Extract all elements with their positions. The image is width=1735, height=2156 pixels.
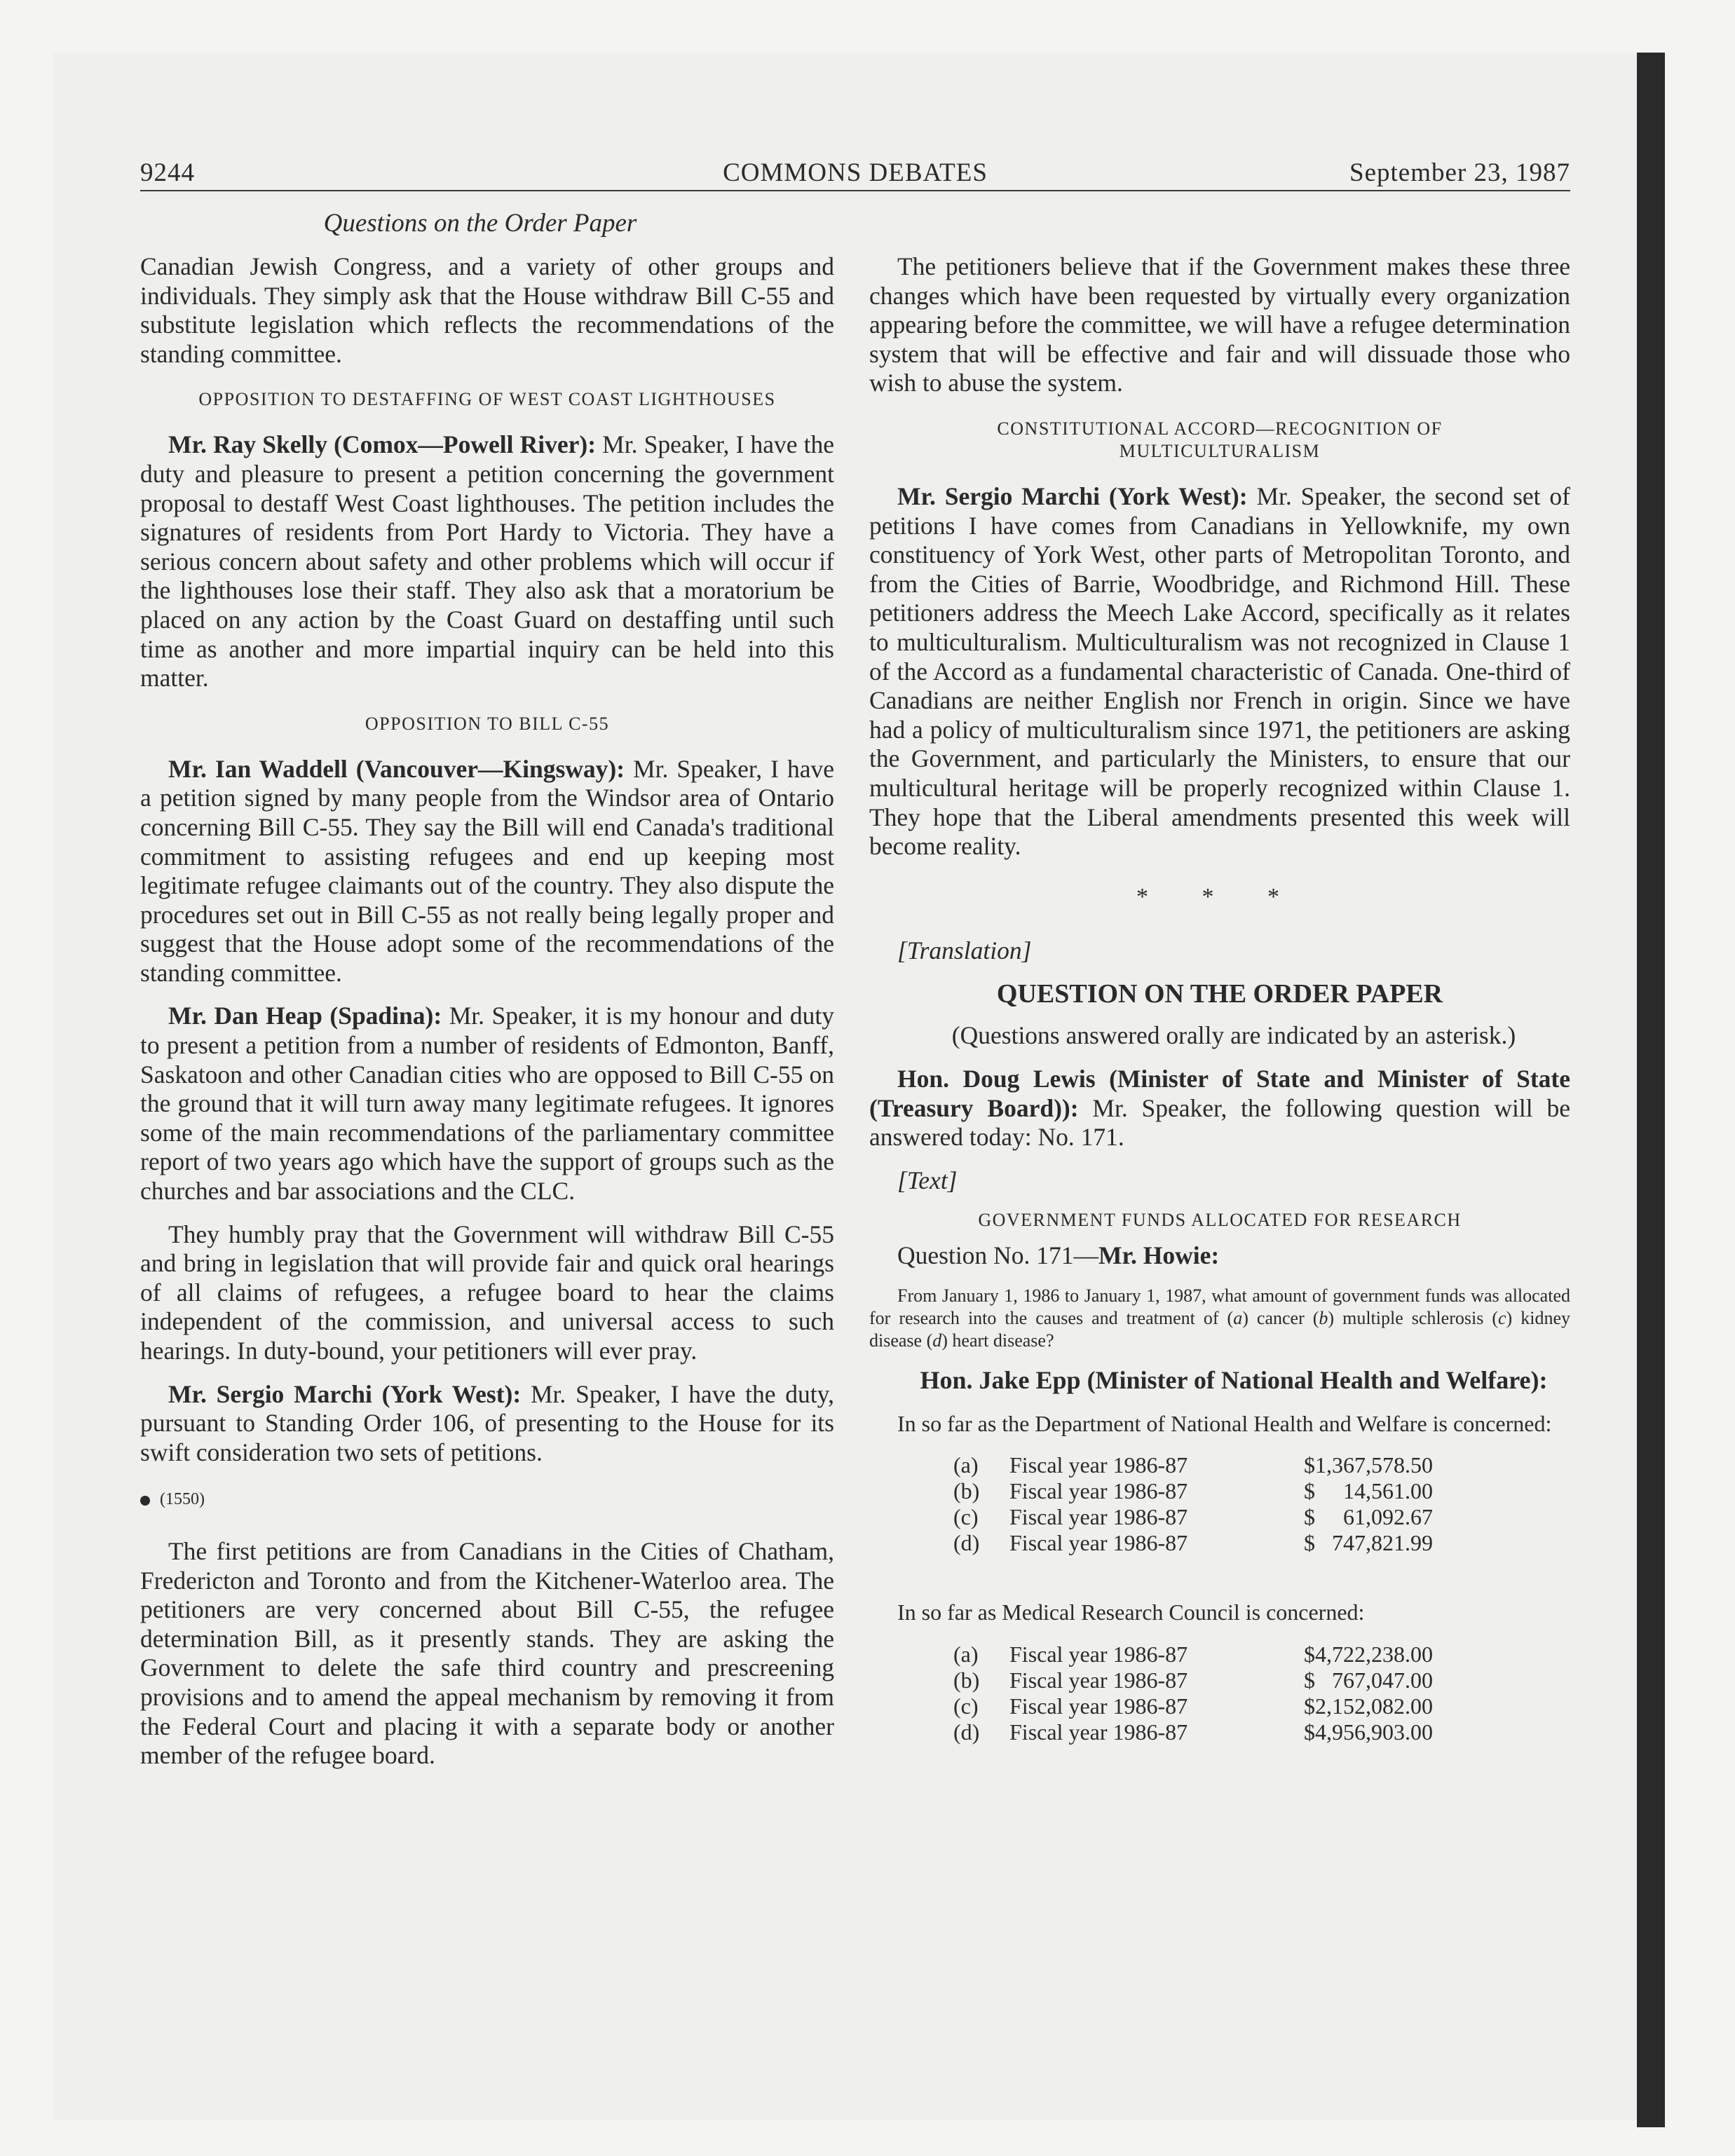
question-label: Question No. 171—	[897, 1241, 1098, 1270]
table-row	[953, 1642, 1486, 1667]
row-label: (a)	[953, 1452, 979, 1478]
speaker-name: Mr. Sergio Marchi (York West):	[897, 482, 1248, 510]
main-heading: QUESTION ON THE ORDER PAPER	[996, 978, 1443, 1009]
section-heading	[869, 418, 1570, 463]
left-column	[140, 252, 834, 1785]
question-part: ) multiple schlerosis (	[1328, 1308, 1498, 1329]
answer-speaker: Hon. Jake Epp (Minister of National Health and Welfare):	[920, 1366, 1548, 1395]
section-heading: OPPOSITION TO BILL C-55	[365, 713, 610, 734]
section-heading-line: CONSTITUTIONAL ACCORD—RECOGNITION OF	[997, 418, 1443, 439]
table-row	[953, 1667, 1486, 1693]
paragraph: The first petitions are from Canadians in the Cities of Chatham, Fredericton and Toronto and from the Kitchener-Waterloo area. The petitioners are very concerned about Bill C-55, the refugee determination Bill, as it presently stands. They are asking the Government to delete the safe third country and prescreening provisions and to amend the appeal mechanism by removing it from the Federal Court and placing it with a separate body or another member of the refugee board.	[140, 1536, 834, 1770]
amount: $ 767,047.00	[1304, 1667, 1433, 1693]
fiscal-year: Fiscal year 1986-87	[1009, 1719, 1188, 1745]
language-tag: [Text]	[897, 1166, 958, 1194]
fiscal-year: Fiscal year 1986-87	[1009, 1504, 1188, 1530]
row-label: (d)	[953, 1530, 980, 1556]
row-label: (d)	[953, 1719, 980, 1745]
speech-text: Mr. Speaker, the following question will be answered today: No. 171.	[869, 1093, 1570, 1152]
amount: $ 14,561.00	[1304, 1478, 1433, 1504]
question-text	[869, 1285, 1570, 1352]
question-part: c	[1498, 1308, 1506, 1329]
speaker-name: Mr. Ian Waddell (Vancouver—Kingsway):	[168, 754, 625, 783]
fiscal-year: Fiscal year 1986-87	[1009, 1478, 1188, 1504]
paragraph	[140, 755, 834, 988]
speech-text: Mr. Speaker, the second set of petitions I have comes from Canadians in Yellowknife, my own constituency of York West, other parts of Metropolitan Toronto, and from the Cities of Barrie, Woodbridge, and Richmond Hill. These petitioners address the Meech Lake Accord, specifically as it relates to multiculturalism. Multiculturalism was not recognized in Clause 1 of the Accord as a fundamental characteristic of Canada. One-third of Canadians are neither English nor French in origin. Since we have had a policy of multiculturalism since 1971, the petitioners are asking the Government, and particularly the Ministers, to ensure that our multicultural heritage will be properly recognized within Clause 1. They hope that the Liberal amendments presented this week will become reality.	[869, 482, 1570, 861]
question-member: Mr. Howie:	[1098, 1241, 1220, 1270]
speech-text: Mr. Speaker, I have the duty and pleasure to present a petition concerning the government proposal to destaff West Coast lighthouses. The petition includes the signatures of residents from Port Hardy to Victoria. They have a serious concern about safety and other problems which will occur if the lighthouses lose their staff. They also ask that a moratorium be placed on any action by the Coast Guard on destaffing until such time as another and more impartial inquiry can be held into this matter.	[140, 430, 835, 692]
paragraph	[869, 1065, 1570, 1152]
table-row	[953, 1530, 1486, 1556]
speaker-name: Mr. Dan Heap (Spadina):	[168, 1002, 442, 1030]
time-marker	[140, 1485, 834, 1515]
header-date: September 23, 1987	[1349, 158, 1570, 187]
bullet-icon	[140, 1496, 150, 1506]
question-part: From January 1, 1986 to January 1, 1987, what amount of government funds was allocated for research into the causes and treatment of (	[869, 1285, 1570, 1329]
note: (Questions answered orally are indicated by an asterisk.)	[951, 1021, 1516, 1050]
row-label: (b)	[953, 1478, 980, 1504]
paragraph: The petitioners believe that if the Government makes these three changes which have been requested by virtually every organization appearing before the committee, we will have a refugee determination system that will be effective and fair and will dissuade those who wish to abuse the system.	[869, 252, 1570, 397]
right-column	[869, 252, 1570, 1787]
section-heading-line: MULTICULTURALISM	[1119, 440, 1321, 461]
table-row	[953, 1452, 1486, 1478]
paragraph: In so far as Medical Research Council is concerned:	[897, 1599, 1365, 1625]
speech-text: Mr. Speaker, it is my honour and duty to present a petition from a number of residents of Edmonton, Banff, Saskatoon and other Canadian cities who are opposed to Bill C-55 on the ground that it will turn away many legitimate refugees. It ignores some of the main recommendations of the parliamentary committee report of two years ago which have the support of groups such as the churches and bar associations and the CLC.	[140, 1002, 834, 1206]
page-header	[140, 158, 1570, 191]
section-heading: GOVERNMENT FUNDS ALLOCATED FOR RESEARCH	[978, 1210, 1462, 1231]
page-number: 9244	[140, 158, 195, 187]
amount: $4,956,903.00	[1304, 1719, 1433, 1745]
running-head: Questions on the Order Paper	[323, 209, 637, 238]
speaker-name: Hon. Doug Lewis (Minister of State and Minister of State (Treasury Board)):	[869, 1065, 1570, 1122]
paragraph: Canadian Jewish Congress, and a variety of other groups and individuals. They simply ask that the House withdraw Bill C-55 and substitute legislation which reflects the recommendations of the standing committee.	[140, 252, 834, 368]
question-line	[869, 1241, 1570, 1271]
fiscal-year: Fiscal year 1986-87	[1009, 1693, 1188, 1719]
row-label: (b)	[953, 1667, 980, 1693]
amount: $1,367,578.50	[1304, 1452, 1433, 1478]
speech-text: Mr. Speaker, I have the duty, pursuant to Standing Order 106, of presenting to the House for its swift consideration two sets of petitions.	[140, 1379, 834, 1466]
publication-title: COMMONS DEBATES	[723, 158, 988, 187]
question-part: b	[1319, 1308, 1328, 1329]
paragraph: In so far as the Department of National Health and Welfare is concerned:	[897, 1410, 1552, 1436]
question-part: a	[1233, 1308, 1243, 1329]
fiscal-year: Fiscal year 1986-87	[1009, 1452, 1188, 1478]
amount: $2,152,082.00	[1304, 1693, 1433, 1719]
row-label: (c)	[953, 1693, 979, 1719]
table-row	[953, 1478, 1486, 1504]
language-tag: [Translation]	[897, 936, 1032, 965]
question-part: ) kidney disease (	[869, 1308, 1570, 1351]
table-row	[953, 1693, 1486, 1719]
amount: $ 747,821.99	[1304, 1530, 1433, 1556]
row-label: (a)	[953, 1641, 979, 1667]
speaker-name: Mr. Sergio Marchi (York West):	[168, 1379, 522, 1408]
fiscal-year: Fiscal year 1986-87	[1009, 1667, 1188, 1693]
question-part: ) cancer (	[1242, 1308, 1319, 1329]
question-part: ) heart disease?	[941, 1330, 1054, 1351]
amounts-table-nhw	[953, 1452, 1486, 1556]
paragraph	[140, 430, 834, 692]
amounts-table-mrc	[953, 1642, 1486, 1745]
paragraph	[140, 1380, 834, 1468]
time-marker-text: (1550)	[160, 1490, 205, 1509]
fiscal-year: Fiscal year 1986-87	[1009, 1641, 1188, 1667]
section-divider: * * *	[1136, 883, 1303, 910]
paragraph: They humbly pray that the Government will withdraw Bill C-55 and bring in legislation that will provide fair and quick oral hearings of all claims of refugees, a refugee board to hear the claims independent of the commission, and universal access to such hearings. In duty-bound, your petitioners will ever pray.	[140, 1220, 834, 1365]
speaker-name: Mr. Ray Skelly (Comox—Powell River):	[168, 430, 597, 459]
row-label: (c)	[953, 1504, 979, 1530]
amount: $4,722,238.00	[1304, 1641, 1433, 1667]
fiscal-year: Fiscal year 1986-87	[1009, 1530, 1188, 1556]
paragraph	[140, 1002, 834, 1206]
speech-text: Mr. Speaker, I have a petition signed by many people from the Windsor area of Ontario concerning Bill C-55. They say the Bill will end Canada's traditional commitment to assisting refugees and end up keeping most legitimate refugee claimants out of the country. They also dispute the procedures set out in Bill C-55 as not really being legally proper and suggest that the House adopt some of the recommendations of the standing committee.	[140, 754, 834, 987]
paragraph	[869, 482, 1570, 861]
scan-edge	[1637, 53, 1665, 2127]
table-row	[953, 1719, 1486, 1745]
section-heading: OPPOSITION TO DESTAFFING OF WEST COAST LIGHTHOUSES	[198, 389, 776, 410]
question-part: d	[932, 1330, 942, 1351]
table-row	[953, 1504, 1486, 1530]
amount: $ 61,092.67	[1304, 1504, 1433, 1530]
